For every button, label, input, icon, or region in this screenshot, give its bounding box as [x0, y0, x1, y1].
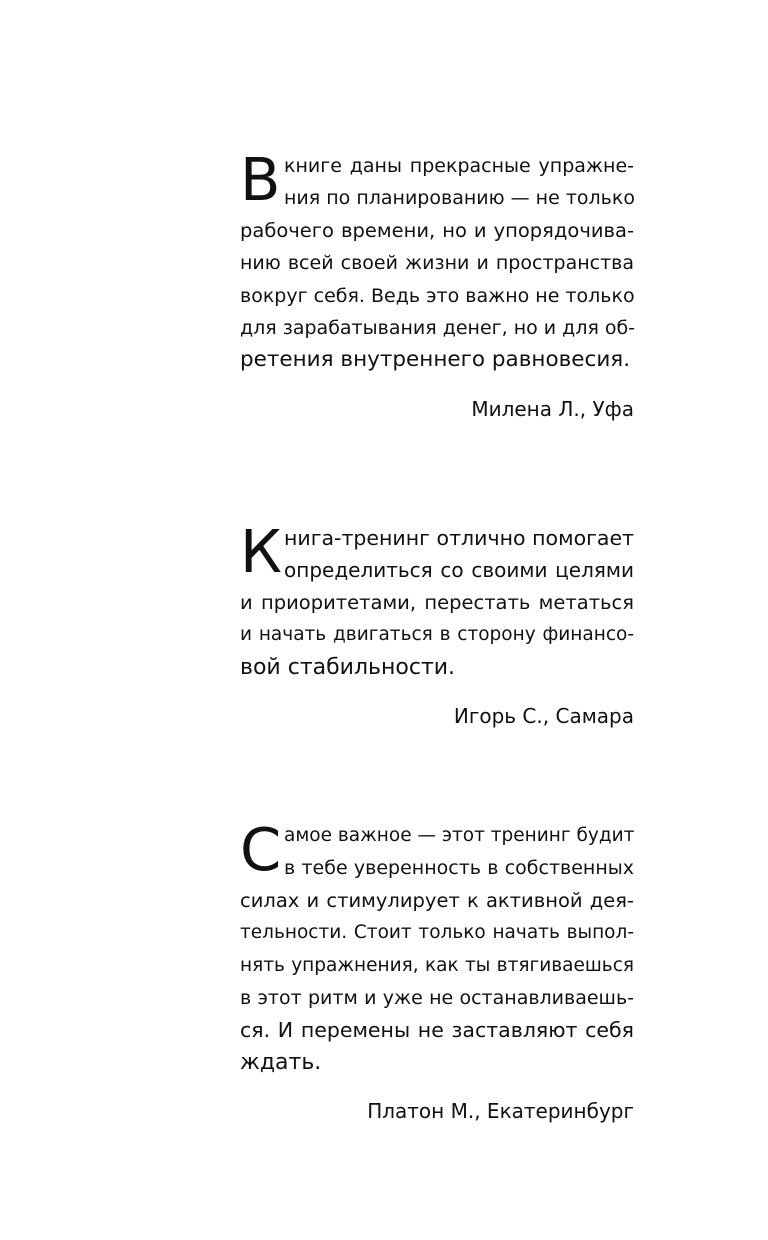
review-3-line-8: ждать. [240, 1049, 322, 1075]
review-1 [240, 145, 636, 421]
review-2 [240, 517, 634, 728]
review-1-line-5: вокруг себя. Ведь это важно не только [240, 284, 635, 307]
review-1-line-3: рабочего времени, но и упорядочива- [240, 218, 634, 242]
review-2-line-4: и начать двигаться в сторону финансо- [240, 624, 634, 646]
review-1-dropcap: В [240, 145, 281, 214]
review-3-dropcap: С [240, 815, 282, 884]
review-3-line-4: тельности. Стоит только начать выпол- [240, 922, 634, 944]
review-3-line-2: в тебе уверенность в собственных [284, 857, 634, 880]
review-1-line-4: нию всей своей жизни и пространства [240, 252, 634, 275]
review-2-author: Игорь С., Самара [453, 703, 634, 728]
review-2-dropcap: К [240, 517, 282, 586]
review-1-line-7: ретения внутреннего равновесия. [240, 347, 631, 373]
review-2-line-5: вой стабильности. [240, 654, 456, 680]
review-3-line-5: нять упражнения, как ты втягиваешься [240, 954, 634, 976]
review-3-line-1: амое важное — этот тренинг будит [284, 825, 635, 846]
review-1-text [240, 145, 636, 377]
review-3 [240, 815, 635, 1124]
review-2-text [240, 517, 634, 684]
review-1-line-1: книге даны прекрасные упражне- [284, 155, 634, 177]
review-2-line-1: нига-тренинг отлично помогает [284, 526, 634, 550]
review-3-text [240, 815, 635, 1079]
review-3-line-3: силах и стимулирует к активной дея- [240, 888, 634, 912]
review-1-author: Милена Л., Уфа [471, 396, 634, 421]
review-3-line-7: ся. И перемены не заставляют себя [240, 1018, 634, 1043]
review-3-author: Платон М., Екатеринбург [367, 1099, 634, 1124]
review-3-line-6: в этот ритм и уже не останавливаешь- [240, 986, 634, 1009]
review-1-line-2: ния по планированию — не только [284, 187, 635, 210]
review-1-line-6: для зарабатывания денег, но и для об- [240, 316, 636, 339]
review-2-line-3: и приоритетами, перестать метаться [240, 590, 634, 614]
review-2-line-2: определиться со своими целями [284, 558, 634, 583]
